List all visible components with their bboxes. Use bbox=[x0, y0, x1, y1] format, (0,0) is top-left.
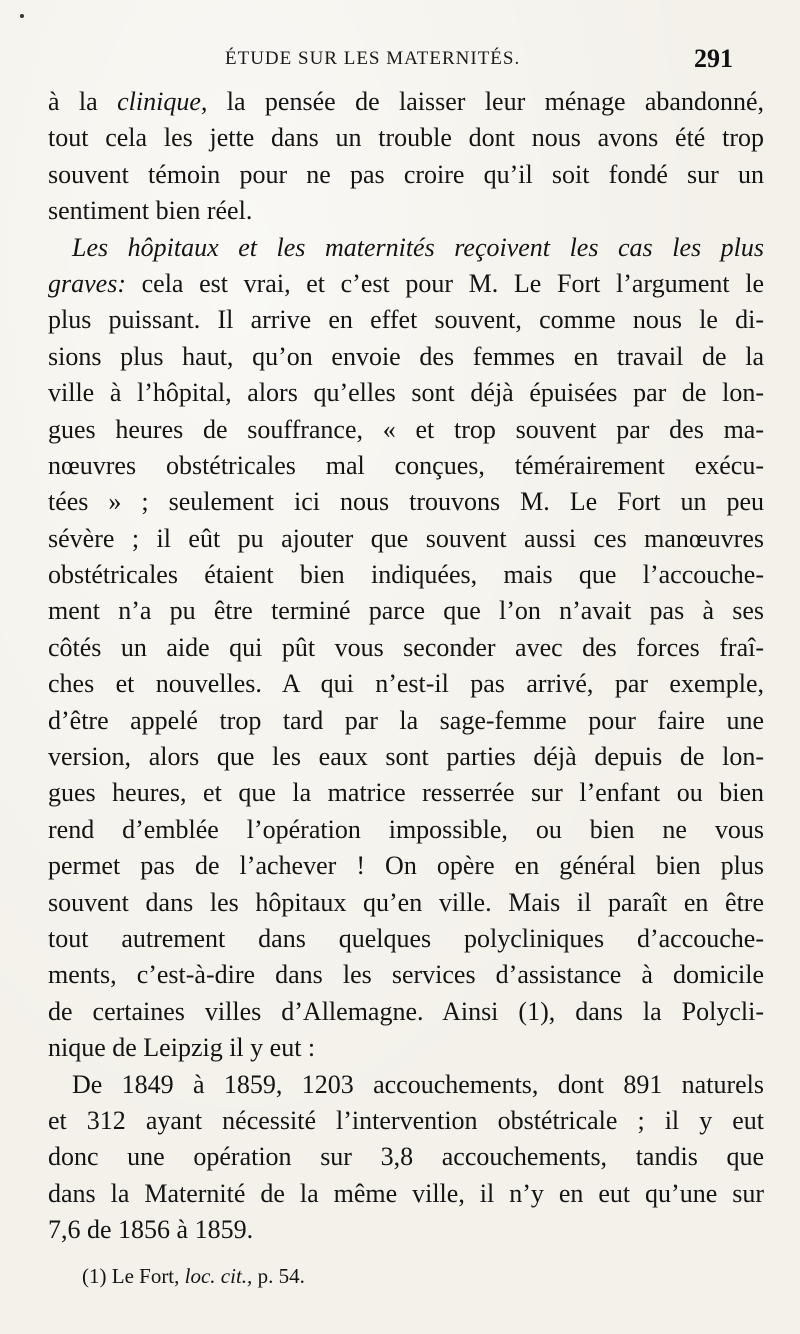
text-line: souvent témoin pour ne pas croire qu’il soit fondé sur un bbox=[48, 159, 764, 189]
text-line: 7,6 de 1856 à 1859. bbox=[48, 1215, 254, 1245]
text-line: tout cela les jette dans un trouble dont nous avons été trop bbox=[48, 123, 764, 153]
text-line: sévère ; il eût pu ajouter que souvent aussi ces manœuvres bbox=[48, 523, 764, 553]
text-line: version, alors que les eaux sont parties déjà depuis de lon- bbox=[48, 742, 764, 772]
footnote: (1) Le Fort, loc. cit., p. 54. bbox=[82, 1264, 305, 1288]
text-line: nique de Leipzig il y eut : bbox=[48, 1033, 316, 1063]
running-head bbox=[0, 44, 800, 74]
text-line: rend d’emblée l’opération impossible, ou bien ne vous bbox=[48, 814, 764, 844]
text-line: sions plus haut, qu’on envoie des femmes en travail de la bbox=[48, 341, 764, 371]
print-speck bbox=[20, 14, 24, 18]
text-line: ments, c’est-à-dire dans les services d’assistance à domicile bbox=[48, 960, 764, 990]
text-line: et 312 ayant nécessité l’intervention obstétricale ; il y eut bbox=[48, 1105, 764, 1135]
text-line: donc une opération sur 3,8 accouchements, tandis que bbox=[48, 1142, 764, 1172]
text-line: sentiment bien réel. bbox=[48, 196, 253, 226]
text-line: obstétricales étaient bien indiquées, mais que l’accouche- bbox=[48, 560, 764, 590]
page-number: 291 bbox=[694, 44, 733, 73]
text-line: plus puissant. Il arrive en effet souvent, comme nous le di- bbox=[48, 305, 764, 335]
text-line: tout autrement dans quelques polycliniques d’accouche- bbox=[48, 923, 764, 953]
text-line: souvent dans les hôpitaux qu’en ville. Mais il paraît en être bbox=[48, 887, 764, 917]
text-line: d’être appelé trop tard par la sage-femme pour faire une bbox=[48, 705, 764, 735]
running-title: ÉTUDE SUR LES MATERNITÉS. bbox=[225, 48, 521, 69]
text-line: côtés un aide qui pût vous seconder avec des forces fraî- bbox=[48, 632, 764, 662]
text-line: ment n’a pu être terminé parce que l’on n’avait pas à ses bbox=[48, 596, 764, 626]
text-line: graves: cela est vrai, et c’est pour M. Le Fort l’argument le bbox=[48, 268, 764, 298]
text-line: de certaines villes d’Allemagne. Ainsi (1), dans la Polycli- bbox=[48, 996, 764, 1026]
text-line: permet pas de l’achever ! On opère en général bien plus bbox=[48, 851, 764, 881]
text-line: gues heures, et que la matrice resserrée sur l’enfant ou bien bbox=[48, 778, 764, 808]
text-line: dans la Maternité de la même ville, il n’y en eut qu’une sur bbox=[48, 1178, 764, 1208]
text-line: gues heures de souffrance, « et trop souvent par des ma- bbox=[48, 414, 764, 444]
text-line: ches et nouvelles. A qui n’est-il pas arrivé, par exemple, bbox=[48, 669, 764, 699]
text-line: ville à l’hôpital, alors qu’elles sont déjà épuisées par de lon- bbox=[48, 378, 764, 408]
text-line: Les hôpitaux et les maternités reçoivent les cas les plus bbox=[72, 232, 764, 262]
text-line: De 1849 à 1859, 1203 accouchements, dont 891 naturels bbox=[72, 1069, 764, 1099]
text-line: tées » ; seulement ici nous trouvons M. Le Fort un peu bbox=[48, 487, 764, 517]
body-text bbox=[48, 84, 764, 1249]
text-line: à la clinique, la pensée de laisser leur ménage abandonné, bbox=[48, 87, 764, 116]
text-line: nœuvres obstétricales mal conçues, témérairement exécu- bbox=[48, 450, 764, 480]
